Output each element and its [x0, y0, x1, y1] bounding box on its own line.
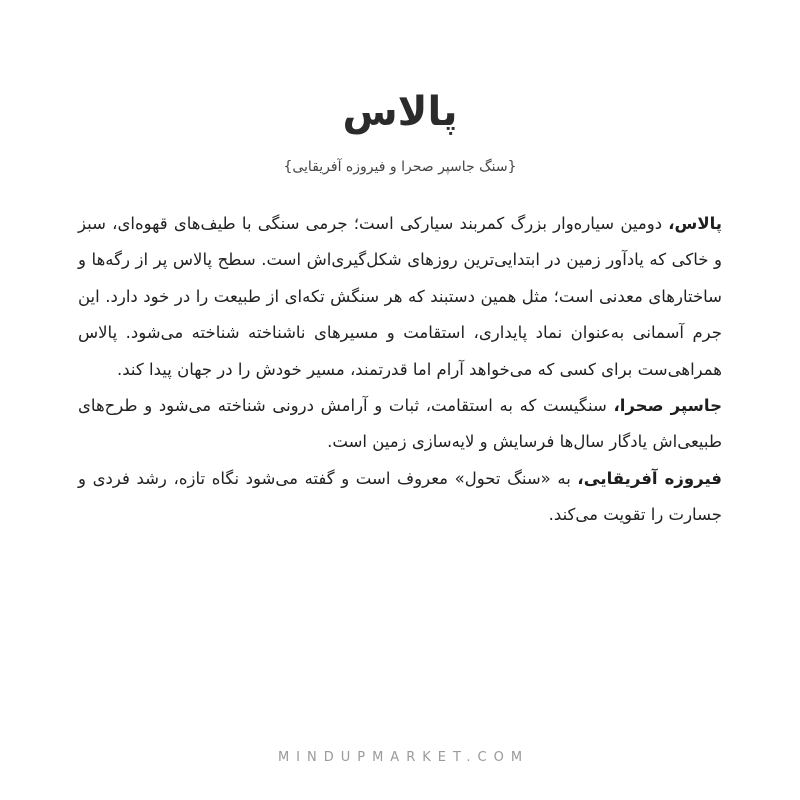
- paragraph-lead: فیروزه آفریقایی،: [577, 468, 722, 488]
- paragraph-lead: پالاس،: [668, 214, 722, 233]
- paragraph-desert-jasper: [78, 388, 722, 461]
- page-title: پالاس: [342, 89, 458, 135]
- article-body: [78, 206, 722, 534]
- paragraph-text: دومین سیاره‌وار بزرگ کمربند سیارکی است؛ جرمی سنگی با طیف‌های قهوه‌ای، سبز و خاکی که یادآور زمین در ابتدایی‌ترین روزهای شکل‌گیری‌اش است. سطح پالاس پر از رگه‌ها و ساختارهای معدنی است؛ مثل همین دستبند که هر سنگش تکه‌ای از طبیعت را در خود دارد. این جرم آسمانی به‌عنوان نماد پایداری، استقامت و مسیرهای ناشناخته شناخته می‌شود. پالاس همراهی‌ست برای کسی که می‌خواهد آرام اما قدرتمند، مسیر خودش را در جهان پیدا کند.: [78, 214, 722, 379]
- paragraph-text: سنگیست که به استقامت، ثبات و آرامش درونی شناخته می‌شود و طرح‌های طبیعی‌اش یادگار سال‌ها فرسایش و لایه‌سازی زمین است.: [78, 396, 722, 452]
- page-subtitle: {سنگ جاسپر صحرا و فیروزه آفریقایی}: [283, 159, 517, 175]
- paragraph-pallas: [78, 206, 722, 388]
- site-watermark: MINDUPMARKET.COM: [277, 750, 530, 765]
- paragraph-lead: جاسپر صحرا،: [613, 396, 722, 416]
- paragraph-text: به «سنگ تحول» معروف است و گفته می‌شود نگاه تازه، رشد فردی و جسارت را تقویت می‌کند.: [78, 468, 722, 525]
- paragraph-african-turquoise: [78, 461, 722, 534]
